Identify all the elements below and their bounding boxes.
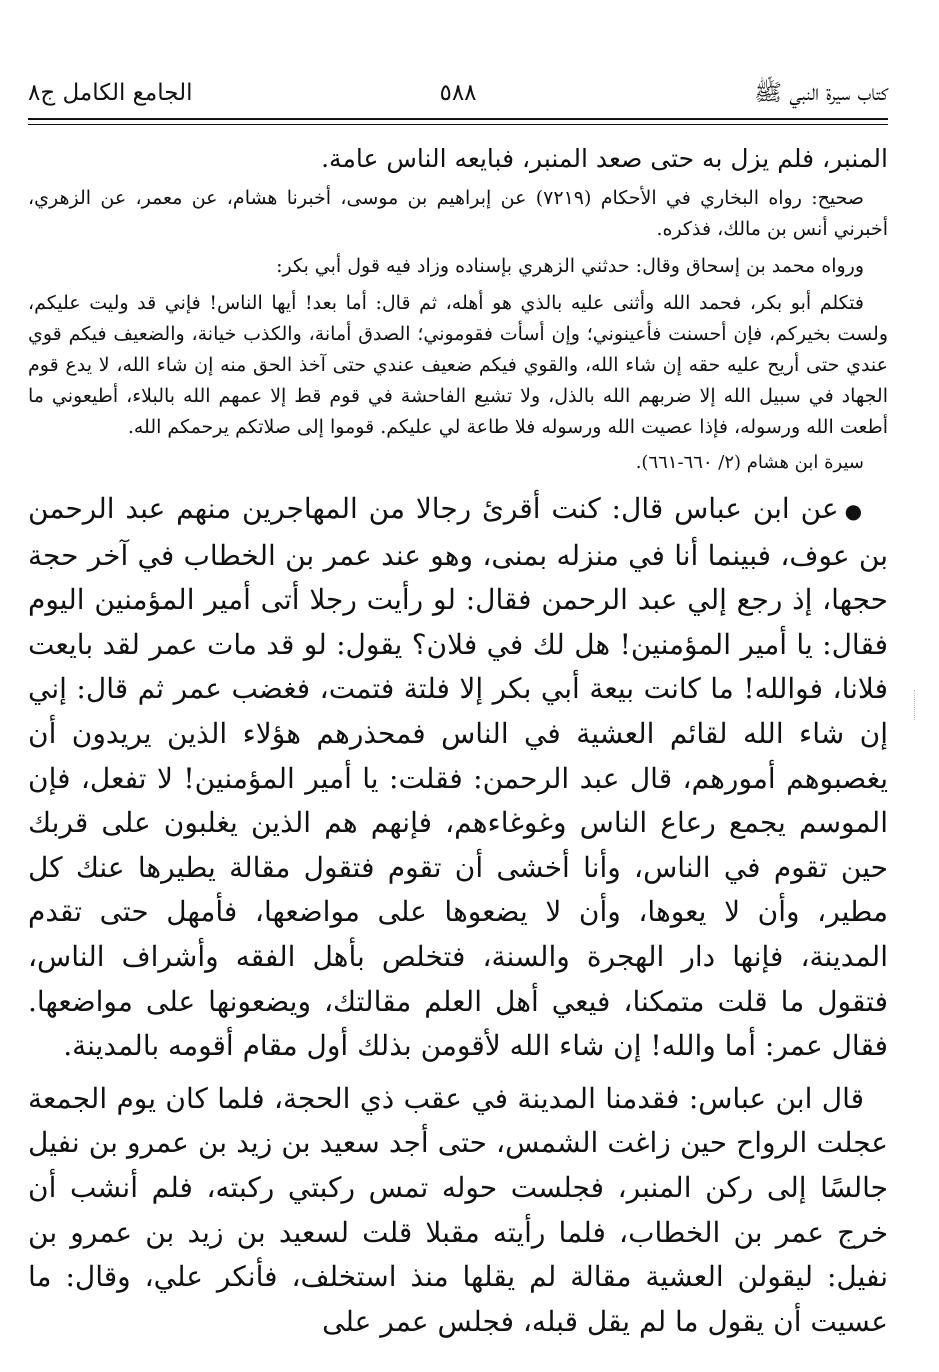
- ibn-abbas-continuation: قال ابن عباس: فقدمنا المدينة في عقب ذي الحجة، فلما كان يوم الجمعة عجلت الرواح حين زاغت الشمس، حتى أجد سعيد بن زيد بن عمرو بن نفيل جالسًا إلى ركن المنبر، فجلست حوله تمس ركبتي ركبته، فلم أنشب أن خرج عمر بن الخطاب، فلما رأيته مقبلا قلت لسعيد بن زيد بن عمرو بن نفيل: ليقولن العشية مقالة لم يقلها منذ استخلف، فأنكر علي، وقال: ما عسيت أن يقول ما لم يقل قبله، فجلس عمر على: [28, 1081, 888, 1338]
- book-title: كتاب سيرة النبي ﷺ: [754, 80, 888, 106]
- margin-mark: [914, 690, 919, 720]
- page-header: [28, 70, 888, 116]
- page-number: ٥٨٨: [439, 80, 477, 106]
- narration-intro: ورواه محمد بن إسحاق وقال: حدثني الزهري بإسناده وزاد فيه قول أبي بكر:: [276, 255, 864, 277]
- header-rule-thin: [28, 124, 888, 125]
- opening-line: المنبر، فلم يزل به حتى صعد المنبر، فبايعه الناس عامة.: [321, 144, 888, 173]
- abu-bakr-speech: فتكلم أبو بكر، فحمد الله وأثنى عليه بالذي هو أهله، ثم قال: أما بعد! أيها الناس! فإني قد وليت عليكم، ولست بخيركم، فإن أحسنت فأعينوني؛ وإن أسأت فقوموني؛ الصدق أمانة، والكذب خيانة، والضعيف فيكم قوي عندي حتى أريح عليه حقه إن شاء الله، والقوي فيكم ضعيف عندي حتى آخذ الحق منه إن شاء الله، لا يدع قوم الجهاد في سبيل الله إلا ضربهم الله بالذل، ولا تشيع الفاحشة في قوم قط إلا عمهم الله بالبلاء، أطيعوني ما أطعت الله ورسوله، فإذا عصيت الله ورسوله فلا طاعة لي عليكم. قوموا إلى صلاتكم يرحمكم الله.: [28, 292, 888, 438]
- ibn-abbas-hadith: [28, 487, 888, 1069]
- source-reference: سيرة ابن هشام (٢/ ٦٦٠-٦٦١).: [635, 452, 864, 473]
- volume-label: الجامع الكامل ج٨: [28, 80, 193, 106]
- takhrij-note: صحيح: رواه البخاري في الأحكام (٧٢١٩) عن إبراهيم بن موسى، أخبرنا هشام، عن معمر، عن الزهري، أخبرني أنس بن مالك، فذكره.: [28, 187, 888, 240]
- header-rule-thick: [28, 118, 888, 120]
- hadith-text: عن ابن عباس قال: كنت أقرئ رجالا من المهاجرين منهم عبد الرحمن بن عوف، فبينما أنا في منزله بمنى، وهو عند عمر بن الخطاب في آخر حجة حجها، إذ رجع إلي عبد الرحمن فقال: لو رأيت رجلا أتى أمير المؤمنين اليوم فقال: يا أمير المؤمنين! هل لك في فلان؟ يقول: لو قد مات عمر لقد بايعت فلانا، فوالله! ما كانت بيعة أبي بكر إلا فلتة فتمت، فغضب عمر ثم قال: إني إن شاء الله لقائم العشية في الناس فمحذرهم هؤلاء الذين يريدون أن يغصبوهم أمورهم، قال عبد الرحمن: فقلت: يا أمير المؤمنين! لا تفعل، فإن الموسم يجمع رعاع الناس وغوغاءهم، فإنهم هم الذين يغلبون على قربك حين تقوم في الناس، وأنا أخشى أن تقوم فتقول مقالة يطيرها عنك كل مطير، وأن لا يعوها، وأن لا يضعوها على مواضعها، فأمهل حتى تقدم المدينة، فإنها دار الهجرة والسنة، فتخلص بأهل الفقه وأشراف الناس، فتقول ما قلت متمكنا، فيعي أهل العلم مقالتك، ويضعونها على مواضعها. فقال عمر: أما والله! إن شاء الله لأقومن بذلك أول مقام أقومه بالمدينة.: [28, 492, 889, 1063]
- page-body: [28, 140, 888, 1344]
- bullet-icon: ●: [844, 499, 865, 523]
